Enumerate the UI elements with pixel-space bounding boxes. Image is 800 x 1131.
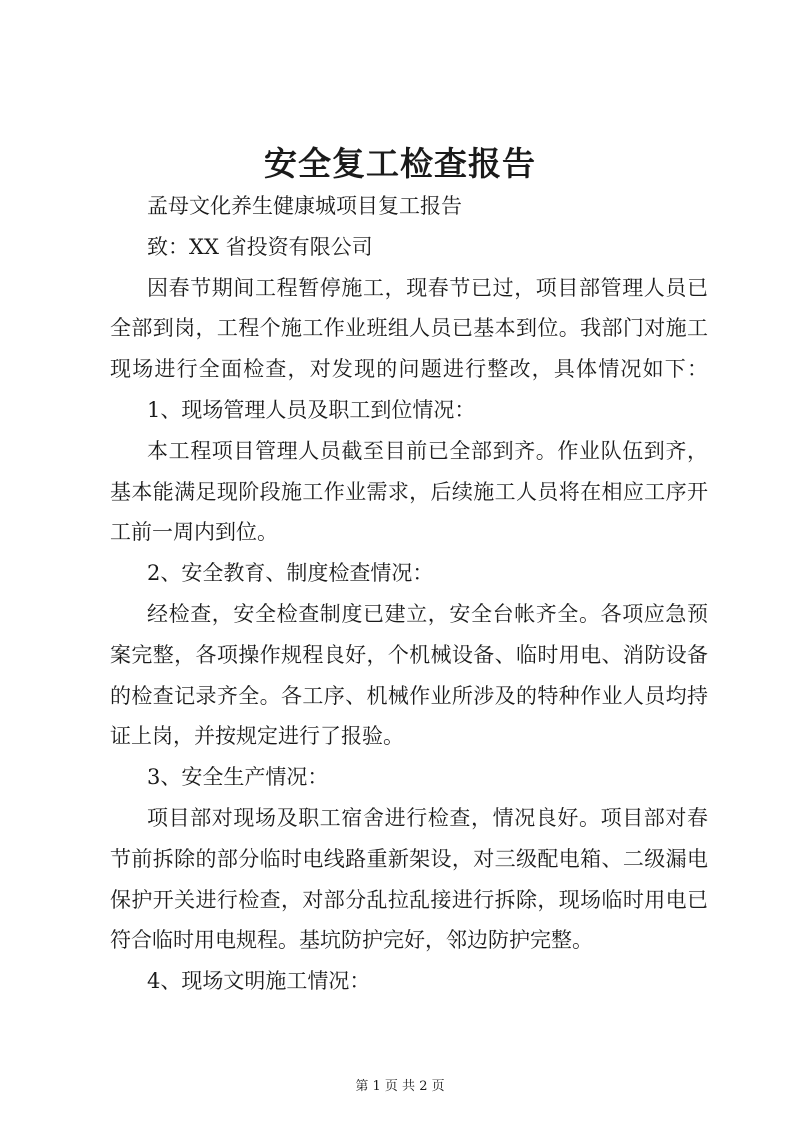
document-title: 安全复工检查报告: [264, 144, 536, 183]
text-line: 基本能满足现阶段施工作业需求，后续施工人员将在相应工序开: [110, 479, 708, 504]
text-line: 的检查记录齐全。各工序、机械作业所涉及的特种作业人员均持: [110, 683, 708, 708]
text-line: 节前拆除的部分临时电线路重新架设，对三级配电箱、二级漏电: [110, 846, 708, 871]
text-line: 案完整，各项操作规程良好，个机械设备、临时用电、消防设备: [110, 642, 708, 667]
text-line: 1、现场管理人员及职工到位情况：: [147, 397, 476, 422]
text-line: 致：XX 省投资有限公司: [147, 234, 373, 259]
text-line: 项目部对现场及职工宿舍进行检查，情况良好。项目部对春: [147, 805, 708, 830]
text-line: 孟母文化养生健康城项目复工报告: [147, 194, 462, 218]
document-body: [110, 186, 708, 1002]
text-line: 经检查，安全检查制度已建立，安全台帐齐全。各项应急预: [147, 601, 708, 626]
text-line: 3、安全生产情况：: [147, 765, 329, 790]
text-line: 本工程项目管理人员截至目前已全部到齐。作业队伍到齐，: [147, 438, 708, 463]
text-line: 2、安全教育、制度检查情况：: [147, 561, 434, 586]
text-line: 保护开关进行检查，对部分乱拉乱接进行拆除，现场临时用电已: [110, 887, 708, 912]
text-line: 符合临时用电规程。基坑防护完好，邻边防护完整。: [110, 928, 593, 953]
page-footer: 第 1 页 共 2 页: [355, 1079, 445, 1094]
text-line: 现场进行全面检查，对发现的问题进行整改，具体情况如下：: [110, 357, 708, 382]
text-line: 证上岗，并按规定进行了报验。: [110, 724, 404, 749]
text-line: 4、现场文明施工情况：: [147, 969, 371, 994]
text-line: 全部到岗，工程个施工作业班组人员已基本到位。我部门对施工: [110, 316, 708, 341]
text-line: 因春节期间工程暂停施工，现春节已过，项目部管理人员已: [147, 275, 708, 300]
text-line: 工前一周内到位。: [110, 520, 278, 545]
